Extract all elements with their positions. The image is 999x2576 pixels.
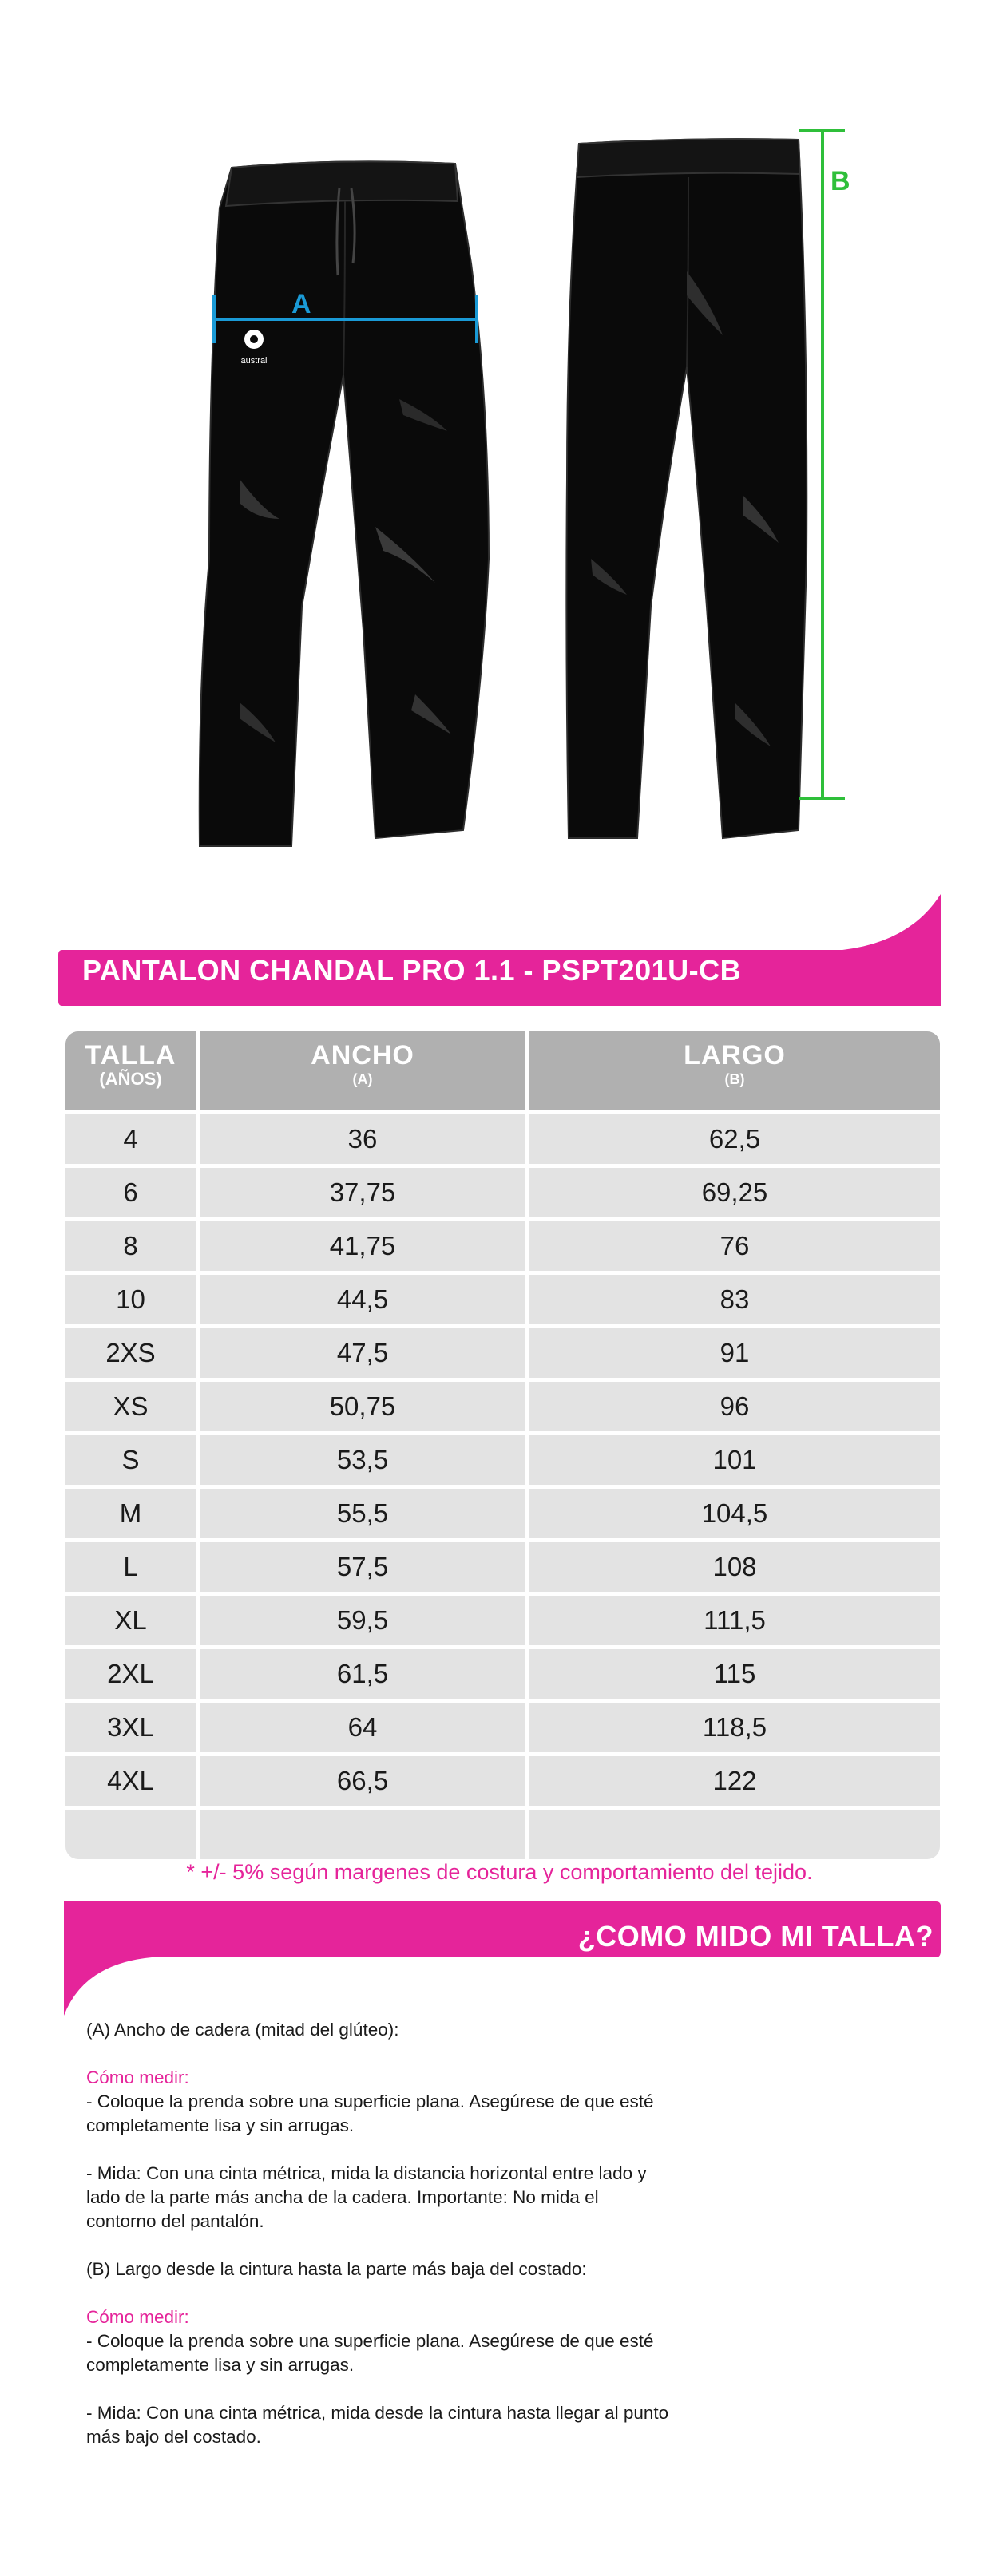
header-talla-sub: (AÑOS) [99,1069,162,1089]
a-step2-line2: lado de la parte más ancha de la cadera. Importante: No mida el [86,2187,599,2207]
cell-largo: 111,5 [529,1596,940,1645]
cell-largo [529,1810,940,1859]
howto-banner-shape [0,1900,999,2020]
tolerance-note: * +/- 5% según margenes de costura y comportamiento del tejido. [186,1860,813,1884]
cell-talla: 3XL [65,1703,196,1752]
cell-talla: M [65,1489,196,1538]
header-ancho-sub: (A) [352,1071,373,1087]
instructions [86,2018,741,2473]
header-largo-label: LARGO [684,1040,786,1070]
a-step1-line1: - Coloque la prenda sobre una superficie plana. Asegúrese de que esté [86,2091,654,2111]
cell-largo: 76 [529,1221,940,1271]
cell-talla: 2XS [65,1328,196,1378]
table-row [65,1435,940,1485]
cell-talla: S [65,1435,196,1485]
cell-largo: 115 [529,1649,940,1699]
cell-ancho: 41,75 [200,1221,525,1271]
back-pants [566,139,807,838]
cell-largo: 62,5 [529,1114,940,1164]
cell-ancho: 50,75 [200,1382,525,1431]
svg-text:A: A [291,289,311,319]
table-row [65,1114,940,1164]
cell-ancho: 57,5 [200,1542,525,1592]
table-row [65,1275,940,1324]
howto-title: ¿COMO MIDO MI TALLA? [577,1920,934,1953]
cell-largo: 118,5 [529,1703,940,1752]
cell-talla: 6 [65,1168,196,1217]
cell-talla: XS [65,1382,196,1431]
cell-talla [65,1810,196,1859]
cell-largo: 96 [529,1382,940,1431]
cell-talla: XL [65,1596,196,1645]
cell-ancho: 61,5 [200,1649,525,1699]
table-row [65,1756,940,1806]
cell-largo: 91 [529,1328,940,1378]
cell-ancho: 37,75 [200,1168,525,1217]
cell-largo: 69,25 [529,1168,940,1217]
cell-largo: 101 [529,1435,940,1485]
header-ancho [200,1031,525,1110]
table-row [65,1328,940,1378]
front-pants [200,161,489,846]
table-row [65,1703,940,1752]
cell-ancho: 64 [200,1703,525,1752]
cell-ancho: 47,5 [200,1328,525,1378]
b-how-label: Cómo medir: [86,2307,189,2327]
cell-talla: 4 [65,1114,196,1164]
table-row [65,1542,940,1592]
cell-largo: 122 [529,1756,940,1806]
header-talla-label: TALLA [85,1040,176,1070]
cell-largo: 104,5 [529,1489,940,1538]
cell-largo: 108 [529,1542,940,1592]
table-row [65,1382,940,1431]
cell-talla: 2XL [65,1649,196,1699]
header-talla [65,1031,196,1110]
a-title: (A) Ancho de cadera (mitad del glúteo): [86,2020,399,2040]
table-row [65,1489,940,1538]
cell-talla: 4XL [65,1756,196,1806]
table-row [65,1221,940,1271]
b-step2-line1: - Mida: Con una cinta métrica, mida desde la cintura hasta llegar al punto [86,2403,669,2423]
pants-illustration [0,0,999,886]
table-row [65,1649,940,1699]
header-largo [529,1031,940,1110]
cell-ancho: 59,5 [200,1596,525,1645]
cell-ancho [200,1810,525,1859]
a-step1-line2: completamente lisa y sin arrugas. [86,2115,355,2135]
cell-ancho: 53,5 [200,1435,525,1485]
cell-largo: 83 [529,1275,940,1324]
header-largo-sub: (B) [724,1071,745,1087]
cell-talla: 10 [65,1275,196,1324]
title-banner-shape [0,886,999,1014]
cell-talla: 8 [65,1221,196,1271]
cell-talla: L [65,1542,196,1592]
table-row [65,1596,940,1645]
table-row [65,1168,940,1217]
svg-text:austral: austral [240,356,268,366]
b-step1-line2: completamente lisa y sin arrugas. [86,2355,355,2375]
header-ancho-label: ANCHO [311,1040,414,1070]
a-how-label: Cómo medir: [86,2068,189,2087]
cell-ancho: 44,5 [200,1275,525,1324]
cell-ancho: 66,5 [200,1756,525,1806]
a-step2-line3: contorno del pantalón. [86,2211,264,2231]
b-step1-line1: - Coloque la prenda sobre una superficie plana. Asegúrese de que esté [86,2331,654,2351]
cell-ancho: 36 [200,1114,525,1164]
svg-text:B: B [831,166,850,196]
product-title: PANTALON CHANDAL PRO 1.1 - PSPT201U-CB [82,954,742,987]
b-step2-line2: más bajo del costado. [86,2427,261,2447]
b-title: (B) Largo desde la cintura hasta la parte más baja del costado: [86,2259,587,2279]
a-step2-line1: - Mida: Con una cinta métrica, mida la distancia horizontal entre lado y [86,2163,647,2183]
table-row-empty [65,1810,940,1859]
cell-ancho: 55,5 [200,1489,525,1538]
